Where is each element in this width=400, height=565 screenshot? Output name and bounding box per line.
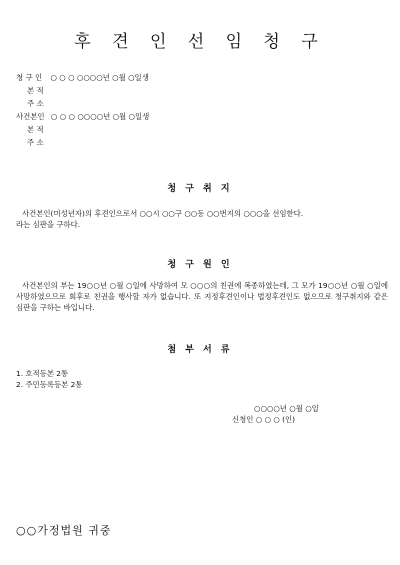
party-row-subject-domicile [27,125,44,135]
document-title: 후 견 인 선 임 청 구 [74,32,326,52]
attachment-item: 1. 호적등본 2통 [16,369,69,378]
attachments-heading: 첨 부 서 류 [167,345,233,355]
reason-text: 사건본인의 부는 19○○년 ○월 ○일에 사망하여 모 ○○○의 친권에 복종하였는데, 그 모가 19○○년 ○월 ○일에 사망하였으므로 회후로 친권을 행사할 자가 없습니다. 또 지정후견인이나 법정후견인도 없으므로 청구취지와 같은 심판을 구하는 바입니다. [16,281,388,312]
attachment-item: 2. 주민등록등본 2통 [16,380,83,389]
court-addressee: ○○가정법원 귀중 [16,524,112,537]
purpose-text-2: 라는 심판을 구하다. [16,220,81,229]
party-label: 주 소 [27,138,44,147]
party-value: ○ ○ ○ ○○○○년 ○월 ○일생 [50,112,150,121]
party-label: 청 구 인 [16,73,43,82]
party-row-claimant [16,73,149,83]
purpose-heading: 청 구 취 지 [167,184,233,194]
party-row-subject [16,112,149,122]
party-row-claimant-address [27,99,44,109]
party-label: 본 적 [27,86,44,95]
purpose-text: 사건본인(미성년자)의 후견인으로서 ○○시 ○○구 ○○동 ○○번지의 ○○○을 선임한다. [22,209,304,218]
party-row-subject-address [27,138,44,148]
party-label: 본 적 [27,125,44,134]
party-label: 주 소 [27,99,44,108]
applicant-signature: 신청인 ○ ○ ○ (인) [232,415,296,424]
reason-heading: 청 구 원 인 [167,260,233,270]
party-row-claimant-domicile [27,86,44,96]
filing-date: ○○○○년 ○월 ○일 [254,404,319,413]
party-label: 사건본인 [16,112,45,121]
party-value: ○ ○ ○ ○○○○년 ○월 ○일생 [50,73,149,82]
